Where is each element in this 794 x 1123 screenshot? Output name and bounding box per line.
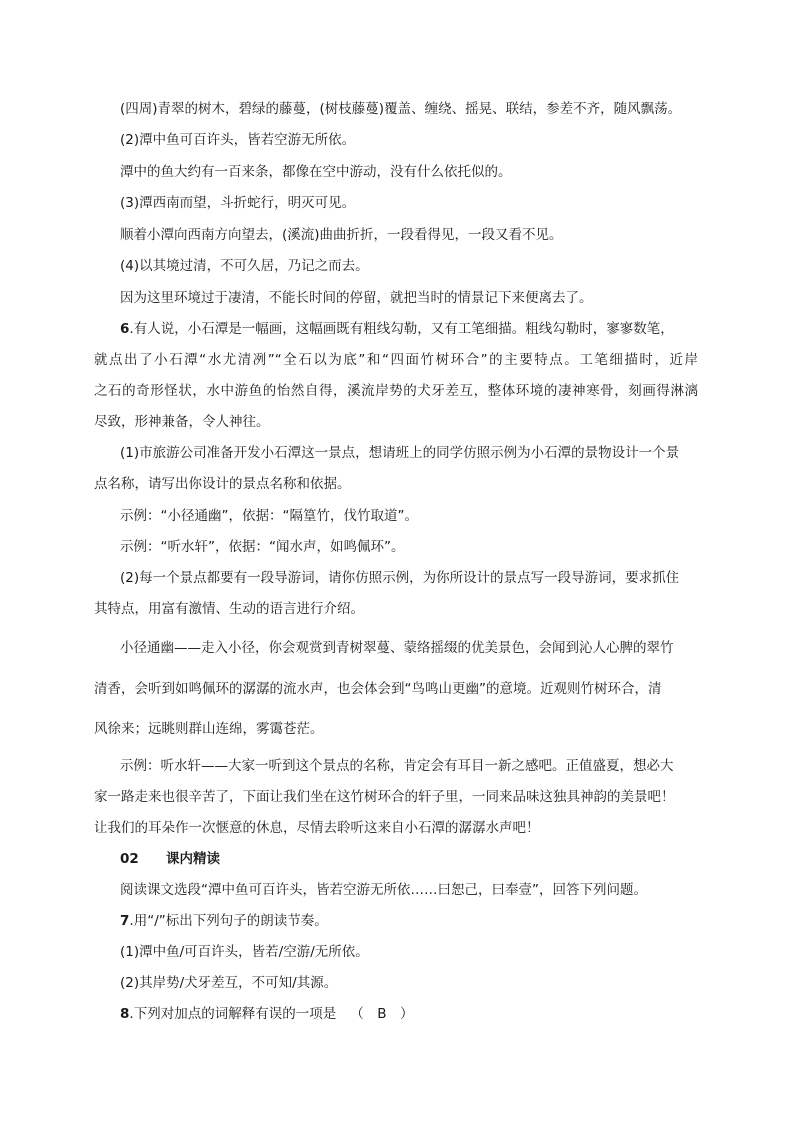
question-6-text: .有人说，小石潭是一幅画，这幅画既有粗线勾勒，又有工笔细描。粗线勾勒时，寥寥数笔，	[129, 321, 674, 337]
section-heading	[0, 849, 794, 869]
question-6-line-2: 就点出了小石潭“水尤清冽”“全石以为底”和“四面竹树环合”的主要特点。工笔细描时，近岸	[94, 352, 698, 368]
section-number: 02	[120, 851, 139, 867]
question-7-item-1: (1)潭中鱼/可百许头，皆若/空游/无所依。	[120, 944, 369, 960]
subquestion-1-line-2: 点名称，请写出你设计的景点名称和依据。	[94, 476, 351, 492]
sentence-4: (4)以其境过清，不可久居，乃记之而去。	[120, 258, 369, 274]
example-1: 示例：“小径通幽”，依据：“隔篁竹，伐竹取道”。	[120, 508, 418, 524]
sentence-3: (3)潭西南而望，斗折蛇行，明灭可见。	[120, 195, 356, 211]
translation-2: 潭中的鱼大约有一百来条，都像在空中游动，没有什么依托似的。	[120, 164, 512, 180]
sentence-2: (2)潭中鱼可百许头，皆若空游无所依。	[120, 132, 356, 148]
guide-text-line-2: 清香，会听到如鸣佩环的潺潺的流水声，也会体会到“鸟鸣山更幽”的意境。近观则竹树环合，清	[94, 681, 662, 697]
question-number: 6	[120, 321, 130, 337]
question-number: 8	[120, 1006, 130, 1022]
question-6-line-3: 之石的奇形怪状，水中游鱼的怡然自得，溪流岸势的犬牙差互，整体环境的凄神寒骨，刻画得淋漓	[94, 383, 698, 399]
example-guide-line-3: 让我们的耳朵作一次惬意的休息，尽情去聆听这来自小石潭的潺潺水声吧！	[94, 820, 540, 836]
question-6-line-4: 尽致，形神兼备，令人神往。	[94, 414, 270, 430]
question-7-item-2: (2)其岸势/犬牙差互，不可知/其源。	[120, 975, 338, 991]
guide-text-line-3: 风徐来；远眺则群山连绵，雾霭苍茫。	[94, 721, 324, 737]
subquestion-2-line-1: (2)每一个景点都要有一段导游词，请你仿照示例，为你所设计的景点写一段导游词，要求抓住	[120, 570, 680, 586]
translation-4: 因为这里环境过于凄清，不能长时间的停留，就把当时的情景记下来便离去了。	[120, 290, 593, 306]
subquestion-2-line-2: 其特点，用富有激情、生动的语言进行介绍。	[94, 601, 364, 617]
section-title: 课内精读	[152, 849, 220, 869]
example-2: 示例：“听水轩”，依据：“闻水声，如鸣佩环”。	[120, 539, 405, 555]
answer-line-1: (四周)青翠的树木，碧绿的藤蔓，(树枝藤蔓)覆盖、缠绕、摇晃、联结，参差不齐，随风飘荡。	[120, 101, 682, 117]
example-guide-line-1: 示例：听水轩——大家一听到这个景点的名称，肯定会有耳目一新之感吧。正值盛夏，想必大	[120, 758, 674, 774]
question-number: 7	[120, 913, 130, 929]
translation-3: 顺着小潭向西南方向望去，(溪流)曲曲折折，一段看得见，一段又看不见。	[120, 227, 563, 243]
guide-text-line-1: 小径通幽——走入小径，你会观赏到青树翠蔓、蒙络摇缀的优美景色，会闻到沁人心脾的翠竹	[120, 640, 674, 656]
reading-instruction: 阅读课文选段“潭中鱼可百许头，皆若空游无所依……曰恕己，曰奉壹”，回答下列问题。	[120, 882, 647, 898]
question-6-line-1	[0, 319, 794, 339]
answer-bracket: （ B ）	[350, 1006, 414, 1022]
example-guide-line-2: 家一路走来也很辛苦了，下面让我们坐在这竹树环合的轩子里，一同来品味这独具神韵的美景吧！	[94, 789, 675, 805]
question-8-text: .下列对加点的词解释有误的一项是	[129, 1006, 337, 1022]
question-7-text: .用“/”标出下列句子的朗读节奏。	[129, 913, 328, 929]
question-8	[0, 1004, 794, 1024]
subquestion-1-line-1: (1)市旅游公司准备开发小石潭这一景点，想请班上的同学仿照示例为小石潭的景物设计一个景	[120, 445, 680, 461]
question-7	[0, 911, 794, 931]
